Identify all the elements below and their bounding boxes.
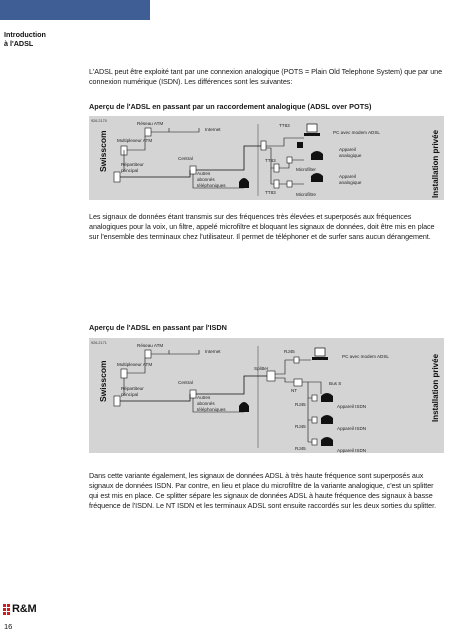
isdn-central-label: Central [178, 380, 193, 385]
isdn-heading: Aperçu de l'ADSL en passant par l'ISDN [89, 323, 227, 332]
pots-diagram-svg [89, 116, 444, 200]
isdn-rj45-socket-c [312, 417, 317, 423]
pots-tt83-label-a: TT83 [279, 123, 290, 128]
pots-microfilter-box [287, 157, 292, 163]
pots-mux-label: Multiplexeur ATM [117, 138, 153, 143]
pots-dist-label-2: principal [121, 168, 139, 173]
intro-paragraph: L'ADSL peut être exploité tant par une connexion analogique (POTS = Plain Old Telephone System) que par une connexion numérique (ISDN). Les différences sont les suivantes: [89, 67, 443, 86]
pots-atm-line [151, 128, 199, 132]
isdn-phone-2-icon [321, 415, 333, 424]
isdn-phone-1-icon [321, 393, 333, 402]
isdn-dist-label-1: Répartiteur [121, 386, 144, 391]
isdn-bus-label: Bus S [329, 381, 342, 386]
isdn-device-2-label: Appareil ISDN [337, 426, 367, 431]
isdn-atm-box [145, 350, 151, 358]
isdn-nt-label: NT [291, 388, 298, 393]
pots-atm-label: Réseau ATM [137, 121, 164, 126]
pots-heading: Aperçu de l'ADSL en passant par un raccordement analogique (ADSL over POTS) [89, 102, 372, 111]
isdn-device-1-label: Appareil ISDN [337, 404, 367, 409]
pots-dist-label-1: Répartiteur [121, 162, 144, 167]
isdn-others-phone-icon [239, 402, 249, 412]
isdn-internet-label: Internet [205, 349, 221, 354]
isdn-bus-lines [299, 360, 321, 442]
pots-modem-icon [297, 142, 303, 148]
isdn-mux-label: Multiplexeur ATM [117, 362, 153, 367]
isdn-splitter-label: Splitter [254, 366, 269, 371]
isdn-atm-line [151, 350, 199, 354]
pots-pc-label: PC avec modem ADSL [333, 130, 380, 135]
pots-analog-phone-1-icon [311, 151, 323, 160]
isdn-central-box [190, 390, 196, 398]
pots-microfiltre-box [287, 181, 292, 187]
pots-tt83-socket-1 [261, 141, 266, 150]
isdn-rj45-label-b: RJ45 [295, 402, 306, 407]
isdn-others-label-2: abonnés [197, 401, 215, 406]
isdn-diagram [89, 338, 444, 453]
isdn-atm-label: Réseau ATM [137, 343, 164, 348]
header-bar-blank [150, 0, 453, 20]
pots-appareil1-label-1: Appareil [339, 147, 356, 152]
header-accent-bar [0, 0, 150, 20]
pots-code: 926.2170 [91, 119, 107, 123]
isdn-pc-label: PC avec modem ADSL [342, 354, 389, 359]
isdn-others-label-3: téléphoniques [197, 407, 226, 412]
pots-distributor-box [114, 172, 120, 182]
isdn-code: 926.2171 [91, 341, 107, 345]
pots-paragraph: Les signaux de données étant transmis sur des fréquences très élevées et superposés aux fréquences analogiques pour la voix, un filtre, appelé microfiltre et bloquant les signaux de données, doit être mis en place sur l'ensemble des terminaux chez l'utilisateur. Il permet de téléphoner et de surfer sans aucun dérangement. [89, 212, 435, 241]
pots-others-label-3: téléphoniques [197, 183, 226, 188]
pots-filter-lines [279, 160, 304, 184]
pots-analog-phone-2-icon [311, 173, 323, 182]
isdn-swisscom-label: Swisscom [98, 360, 108, 402]
isdn-rj45-socket-a [294, 357, 299, 363]
rm-logo-text: R&M [12, 603, 37, 615]
pots-appareil2-label-2: analogique [339, 180, 362, 185]
isdn-phone-3-icon [321, 437, 333, 446]
isdn-pc-keyboard-icon [312, 357, 328, 360]
isdn-mux-box [121, 369, 127, 378]
isdn-device-3-label: Appareil ISDN [337, 448, 367, 453]
pots-pc-monitor-icon [307, 124, 317, 132]
section-title-line2: à l'ADSL [4, 38, 34, 48]
page-number: 16 [4, 622, 13, 631]
isdn-rj45-label-d: RJ45 [295, 446, 306, 451]
pots-swisscom-label: Swisscom [98, 130, 108, 172]
pots-microfilter-label: Microfilter [296, 167, 316, 172]
pots-tt83-socket-2 [274, 164, 279, 172]
pots-atm-box [145, 128, 151, 136]
pots-tt83-label-b: TT83 [265, 158, 276, 163]
isdn-splitter-lines [275, 360, 294, 382]
pots-internet-label: Internet [205, 127, 221, 132]
pots-others-phone-icon [239, 178, 249, 188]
pots-tt83-label-c: TT83 [265, 190, 276, 195]
pots-central-label: Central [178, 156, 193, 161]
isdn-pc-monitor-icon [315, 348, 325, 356]
pots-others-label-1: Autres [197, 171, 211, 176]
section-title-line1: Introduction [4, 30, 46, 39]
isdn-splitter-box [267, 371, 275, 381]
isdn-diagram-svg [89, 338, 444, 453]
pots-pc-keyboard-icon [304, 133, 320, 136]
isdn-nt-box [294, 379, 302, 386]
isdn-paragraph: Dans cette variante également, les signaux de données ADSL à très haute fréquence sont superposés aux signaux de données ISDN. Par contre, en lieu et place du microfiltre de la variante analogique, c'est un splitter qui est mis en place. Ce splitter sépare les signaux de données ADSL à haute fréquence des signaux à basse fréquence de l'ISDN. Le NT ISDN et les terminaux ADSL sont ensuite raccordés sur les deux sorties du splitter. [89, 471, 437, 510]
pots-central-box [190, 166, 196, 174]
section-title [4, 31, 46, 48]
pots-others-label-2: abonnés [197, 177, 215, 182]
isdn-rj45-socket-b [312, 395, 317, 401]
pots-diagram [89, 116, 444, 200]
isdn-rj45-socket-d [312, 439, 317, 445]
pots-private-label: Installation privée [431, 129, 440, 198]
isdn-dist-label-2: principal [121, 392, 139, 397]
isdn-rj45-label-a: RJ45 [284, 349, 295, 354]
pots-appareil2-label-1: Appareil [339, 174, 356, 179]
isdn-rj45-label-c: RJ45 [295, 424, 306, 429]
isdn-private-label: Installation privée [431, 353, 440, 422]
pots-appareil1-label-2: analogique [339, 153, 362, 158]
isdn-others-label-1: Autres [197, 395, 211, 400]
pots-tt83-socket-3 [274, 180, 279, 188]
pots-microfiltre-label: Microfiltre [296, 192, 316, 197]
isdn-distributor-box [114, 396, 120, 406]
